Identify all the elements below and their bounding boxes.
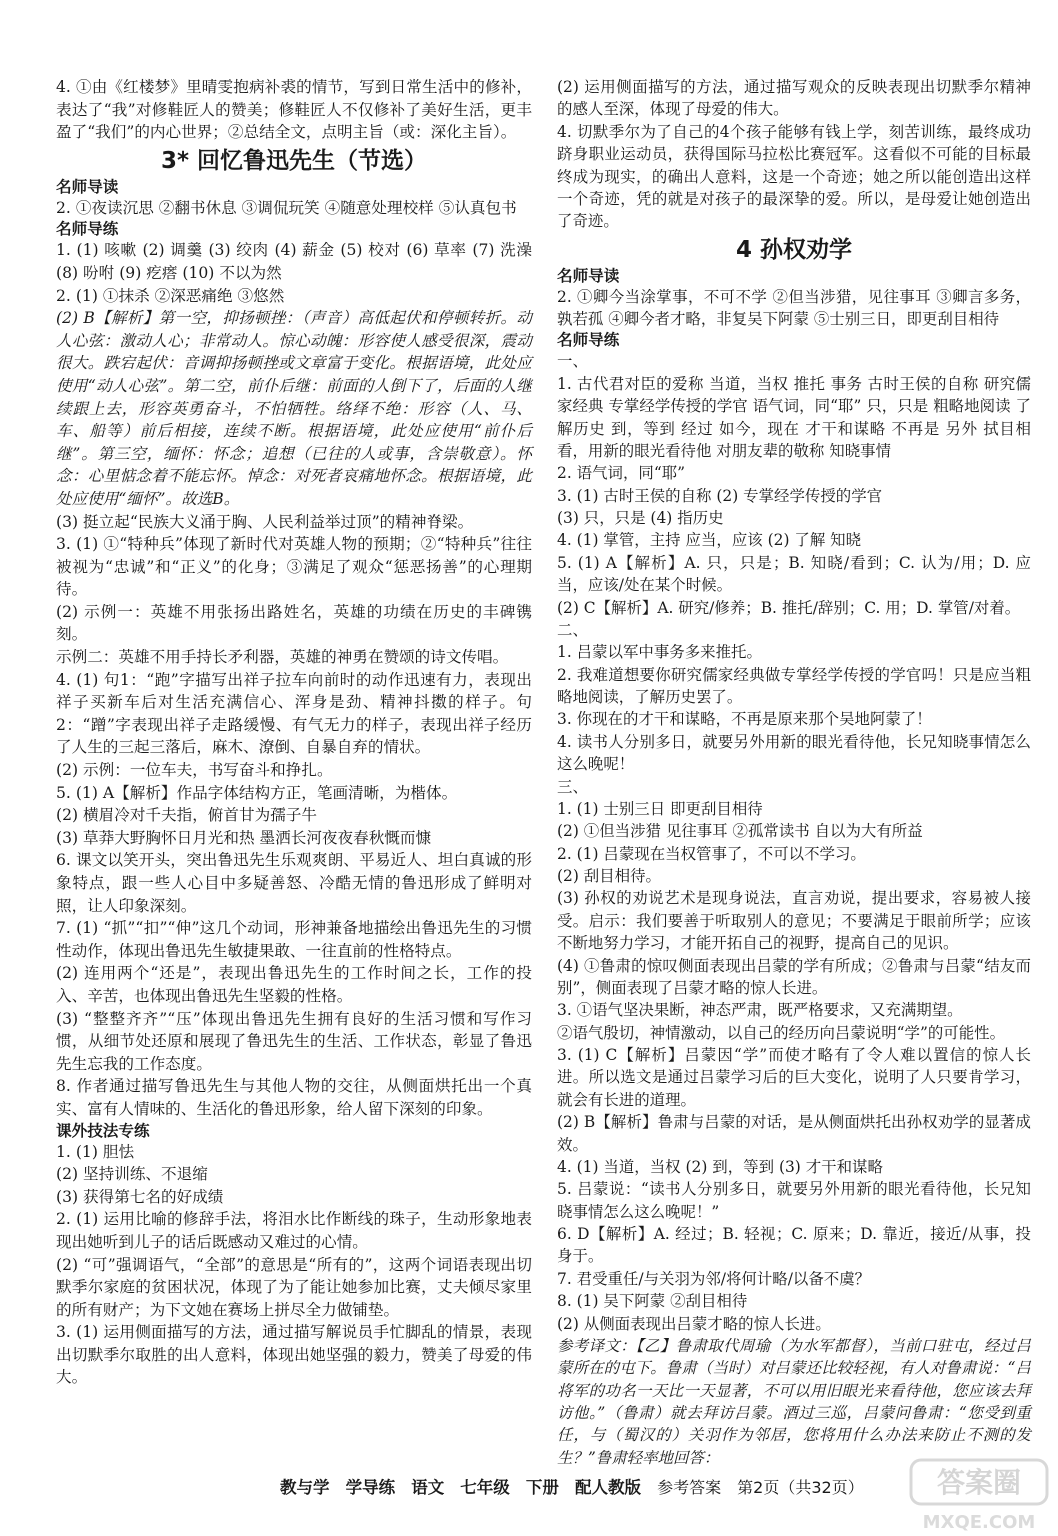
section-title: 4 孙权劝学 [735,236,852,263]
sub-heading: 课外技法专练 [56,1121,150,1140]
answer-paragraph: (2) 坚持训练、不退缩 [56,1165,208,1184]
answer-paragraph: 1. (1) 士别三日 即更刮目相待 [557,799,763,818]
answer-paragraph: 4. (1) 当道，当权 (2) 到，等到 (3) 才干和谋略 [557,1157,883,1176]
answer-paragraph: 二、 [557,620,588,639]
answer-paragraph: (3) 孙权的劝说艺术是现身说法，直言劝说，提出要求，容易被人接受。启示：我们要善于听取别人的意见；不要满足于眼前所学；应该不断地努力学习，才能开拓自己的视野，提高自己的见识。 [557,889,1031,953]
answer-paragraph: (2) C【解析】A. 研究/修养；B. 推托/辞别；C. 用；D. 掌管/对着。 [557,598,1021,617]
answer-paragraph: 2. (1) ①抹杀 ②深恶痛绝 ③悠然 [56,286,285,305]
answer-paragraph: (2) 示例一：英雄不用张扬出路姓名，英雄的功绩在历史的丰碑镌刻。 [56,602,532,644]
answer-paragraph: 7. 君受重任/与关羽为邻/将何计略/以备不虞？ [557,1269,871,1288]
answer-paragraph: 8. (1) 吴下阿蒙 ②刮目相待 [557,1292,748,1311]
answer-paragraph: 一、 [557,352,588,371]
answer-paragraph: 6. D【解析】A. 经过；B. 轻视；C. 原来；D. 靠近，接近/从事，投身于。 [557,1225,1031,1266]
footer-volume: 下册 [525,1478,559,1497]
answer-paragraph: 4. (1) 掌管，主持 应当，应该 (2) 了解 知晓 [557,531,862,550]
answer-paragraph: (2) “可”强调语气，“全部”的意思是“所有的”，这两个词语表现出切默季尔家庭的贫困状况，体现了为了能让她参加比赛，丈夫倾尽家里的所有财产；为下文她在赛场上拼尽全力做铺垫。 [56,1255,532,1319]
watermark-logo [905,1456,1053,1536]
answer-paragraph: 三、 [557,777,588,796]
answer-paragraph: ②语气殷切，神情激动，以自己的经历向吕蒙说明“学”的可能性。 [557,1023,1006,1042]
answer-paragraph: 1. 古代君对臣的爱称 当道，当权 推托 事务 古时王侯的自称 研究儒家经典 专掌经学传授的学官 语气词，同“耶” 只，只是 粗略地阅读 了解历史 到，等到 经过 如今，现在 才干和谋略 不再是 另外 拭目相看，用新的眼光看待他 对朋友辈的敬称 知晓事情 [557,374,1031,460]
answer-paragraph: 3. ①语气坚决果断，神态严肃，既严格要求，又充满期望。 [557,1001,963,1020]
answer-paragraph: (2) 从侧面表现出吕蒙才略的惊人长进。 [557,1314,831,1333]
answer-paragraph: (2) 运用侧面描写的方法，通过描写观众的反映表现出切默季尔精神的感人至深，体现了母爱的伟大。 [557,78,1031,119]
answer-paragraph: (2) B【解析】鲁肃与吕蒙的对话，是从侧面烘托出孙权劝学的显著成效。 [557,1113,1031,1154]
sub-heading: 名师导读 [557,266,620,285]
answer-paragraph: (3) 草莽大野胸怀日月光和热 墨洒长河夜夜春秋慨而慷 [56,828,432,847]
footer-subject: 语文 [411,1478,445,1497]
answer-paragraph: (2) 横眉冷对千夫指，俯首甘为孺子牛 [56,806,317,825]
answer-paragraph: (2) 连用两个“还是”，表现出鲁迅先生的工作时间之长，工作的投入、辛苦，也体现出鲁迅先生坚毅的性格。 [56,964,532,1005]
answer-paragraph: 5. (1) A【解析】作品字体结构方正，笔画清晰，为楷体。 [56,783,458,802]
answer-paragraph: 2. 语气词，同“耶” [557,464,686,483]
answer-paragraph: 5. 吕蒙说：“读书人分别多日，就要另外用新的眼光看待他，长兄知晓事情怎么这么晚呢！” [557,1180,1031,1221]
answer-paragraph: 4. 读书人分别多日，就要另外用新的眼光看待他，长兄知晓事情怎么这么晚呢！ [557,732,1031,774]
answer-paragraph: 1. (1) 胆怯 [56,1142,135,1161]
answer-paragraph: (2) B【解析】第一空，抑扬顿挫：（声音）高低起伏和停顿转折。动人心弦：激动人心；非常动人。惊心动魄：形容使人感受很深，震动很大。跌宕起伏：音调抑扬顿挫或文章富于变化。根据语境，此处应使用“动人心弦”。第二空，前仆后继：前面的人倒下了，后面的人继续跟上去，形容英勇奋斗，不怕牺牲。络绎不绝：形容（人、马、车、船等）前后相接，连续不断。根据语境，此处应使用“前仆后继”。第三空，缅怀：怀念；追想（已往的人或事，含崇敬意）。怀念：心里惦念着不能忘怀。悼念：对死者哀痛地怀念。根据语境，此处应使用“缅怀”。故选B。 [56,309,532,508]
section-title: 3* 回忆鲁迅先生（节选） [160,147,428,174]
footer-page-number: 第2页（共32页） [737,1478,864,1497]
answer-paragraph: 5. (1) A【解析】A. 只，只是；B. 知晓/看到；C. 认为/用；D. 应当，应该/处在某个时候。 [557,553,1031,595]
answer-paragraph: (2) 刮目相待。 [557,867,661,885]
sub-heading: 名师导练 [557,331,620,350]
answer-paragraph: 6. 课文以笑开头，突出鲁迅先生乐观爽朗、平易近人、坦白真诚的形象特点，跟一些人心目中多疑善怒、冷酷无情的鲁迅形成了鲜明对照，让人印象深刻。 [56,851,532,915]
footer-edition: 配人教版 [574,1478,641,1497]
answer-paragraph: 3. (1) 古时王侯的自称 (2) 专掌经学传授的学官 [557,486,883,505]
answer-paragraph: 4. 切默季尔为了自己的4个孩子能够有钱上学，刻苦训练，最终成功跻身职业运动员，获得国际马拉松比赛冠军。这看似不可能的目标最终成为现实，的确出人意料，这是一个奇迹；她之所以能创造出这样一个奇迹，凭的就是对孩子的最深挚的爱。所以，是母爱让她创造出了奇迹。 [557,122,1031,231]
answer-paragraph: 8. 作者通过描写鲁迅先生与其他人物的交往，从侧面烘托出一个真实、富有人情味的、生活化的鲁迅形象，给人留下深刻的印象。 [56,1077,532,1118]
answer-paragraph: (3) 只，只是 (4) 指历史 [557,509,724,527]
footer-grade: 七年级 [460,1478,510,1497]
answer-paragraph: 7. (1) “抓”“扣”“伸”这几个动词，形神兼备地描绘出鲁迅先生的习惯性动作，体现出鲁迅先生敏捷果敢、一往直前的性格特点。 [56,919,532,960]
left-column [56,76,537,1389]
answer-paragraph: (3) 挺立起“民族大义涌于胸、人民利益举过顶”的精神脊梁。 [56,512,474,531]
page-footer [280,1477,980,1499]
footer-section: 参考答案 [657,1478,722,1497]
footer-book: 教与学 [280,1478,330,1497]
right-column [557,76,1031,1469]
answer-paragraph: (2) 示例：一位车夫，书写奋斗和挣扎。 [56,761,333,780]
answer-paragraph: 2. ①卿今当涂掌事，不可不学 ②但当涉猎，见往事耳 ③卿言多务，孰若孤 ④卿今者才略，非复吴下阿蒙 ⑤士别三日，即更刮目相待 [557,287,1031,328]
answer-paragraph: 2. (1) 吕蒙现在当权管事了，不可以不学习。 [557,844,866,863]
sub-heading: 名师导读 [56,177,119,196]
sub-heading: 名师导练 [56,220,119,239]
answer-paragraph: 2. (1) 运用比喻的修辞手法，将泪水比作断线的珠子，生动形象地表现出她听到儿子的话后既感动又难过的心情。 [56,1210,532,1251]
watermark-url-text: MXQE.COM [922,1512,1036,1533]
answer-paragraph: 2. ①夜读沉思 ②翻书休息 ③调侃玩笑 ④随意处理校样 ⑤认真包书 [56,198,517,217]
answer-paragraph: 3. 你现在的才干和谋略，不再是原来那个吴地阿蒙了！ [557,710,932,729]
answer-paragraph: 参考译文：【乙】鲁肃取代周瑜（为水军都督），当前口驻屯，经过吕蒙所在的屯下。鲁肃（当时）对吕蒙还比较轻视，有人对鲁肃说：“吕将军的功名一天比一天显著，不可以用旧眼光来看待他，您应该去拜访他。”（鲁肃）就去拜访吕蒙。酒过三巡，吕蒙问鲁肃：“您受到重任，与（蜀汉的）关羽作为邻居，您将用什么办法来防止不测的发生？”鲁肃轻率地回答： [557,1336,1031,1467]
answer-paragraph: 3. (1) ①“特种兵”体现了新时代对英雄人物的预期；②“特种兵”往往被视为“忠诚”和“正义”的化身；③满足了观众“惩恶扬善”的心理期待。 [56,535,532,599]
answer-paragraph: (2) ①但当涉猎 见往事耳 ②孤常读书 自以为大有所益 [557,822,923,841]
answer-paragraph: 1. 吕蒙以军中事务多来推托。 [557,643,762,662]
answer-paragraph: 1. (1) 咳嗽 (2) 调羹 (3) 绞肉 (4) 薪金 (5) 校对 (6) 草率 (7) 洗澡 (8) 吩咐 (9) 疙瘩 (10) 不以为然 [56,241,537,282]
answer-paragraph: 3. (1) 运用侧面描写的方法，通过描写解说员手忙脚乱的情景，表现出切默季尔取胜的出人意料，体现出她坚强的毅力，赞美了母爱的伟大。 [56,1323,532,1387]
answer-paragraph: (4) ①鲁肃的惊叹侧面表现出吕蒙的学有所成；②鲁肃与吕蒙“结友而别”，侧面表现了吕蒙才略的惊人长进。 [557,956,1031,997]
answer-paragraph: 4. ①由《红楼梦》里晴雯抱病补裘的情节，写到日常生活中的修补，表达了“我”对修鞋匠人的赞美；修鞋匠人不仅修补了美好生活，更丰盈了“我们”的内心世界；②总结全文，点明主旨（或：深化主旨）。 [56,78,532,142]
answer-paragraph: 示例二：英雄不用手持长矛利器，英雄的神勇在赞颂的诗文传唱。 [56,648,509,667]
answer-paragraph: 2. 我难道想要你研究儒家经典做专掌经学传授的学官吗！只是应当粗略地阅读，了解历史罢了。 [557,665,1031,706]
watermark-main-text: 答案圈 [936,1466,1022,1499]
answer-paragraph: 3. (1) C【解析】吕蒙因“学”而使才略有了令人难以置信的惊人长进。所以选文是通过吕蒙学习后的巨大变化，说明了人只要肯学习，就会有长进的道理。 [557,1046,1031,1109]
footer-series: 学导练 [345,1478,396,1497]
answer-paragraph: 4. (1) 句1：“跑”字描写出祥子拉车向前时的动作迅速有力，表现出祥子买新车后对生活充满信心、浑身是劲、精神抖擞的样子。句2：“蹭”字表现出祥子走路缓慢、有气无力的样子，表现出祥子经历了人生的三起三落后，麻木、潦倒、自暴自弃的情状。 [56,670,532,757]
answer-paragraph: (3) 获得第七名的好成绩 [56,1187,224,1206]
answer-paragraph: (3) “整整齐齐”“压”体现出鲁迅先生拥有良好的生活习惯和写作习惯，从细节处还原和展现了鲁迅先生的生活、工作状态，彰显了鲁迅先生忘我的工作态度。 [56,1009,532,1073]
